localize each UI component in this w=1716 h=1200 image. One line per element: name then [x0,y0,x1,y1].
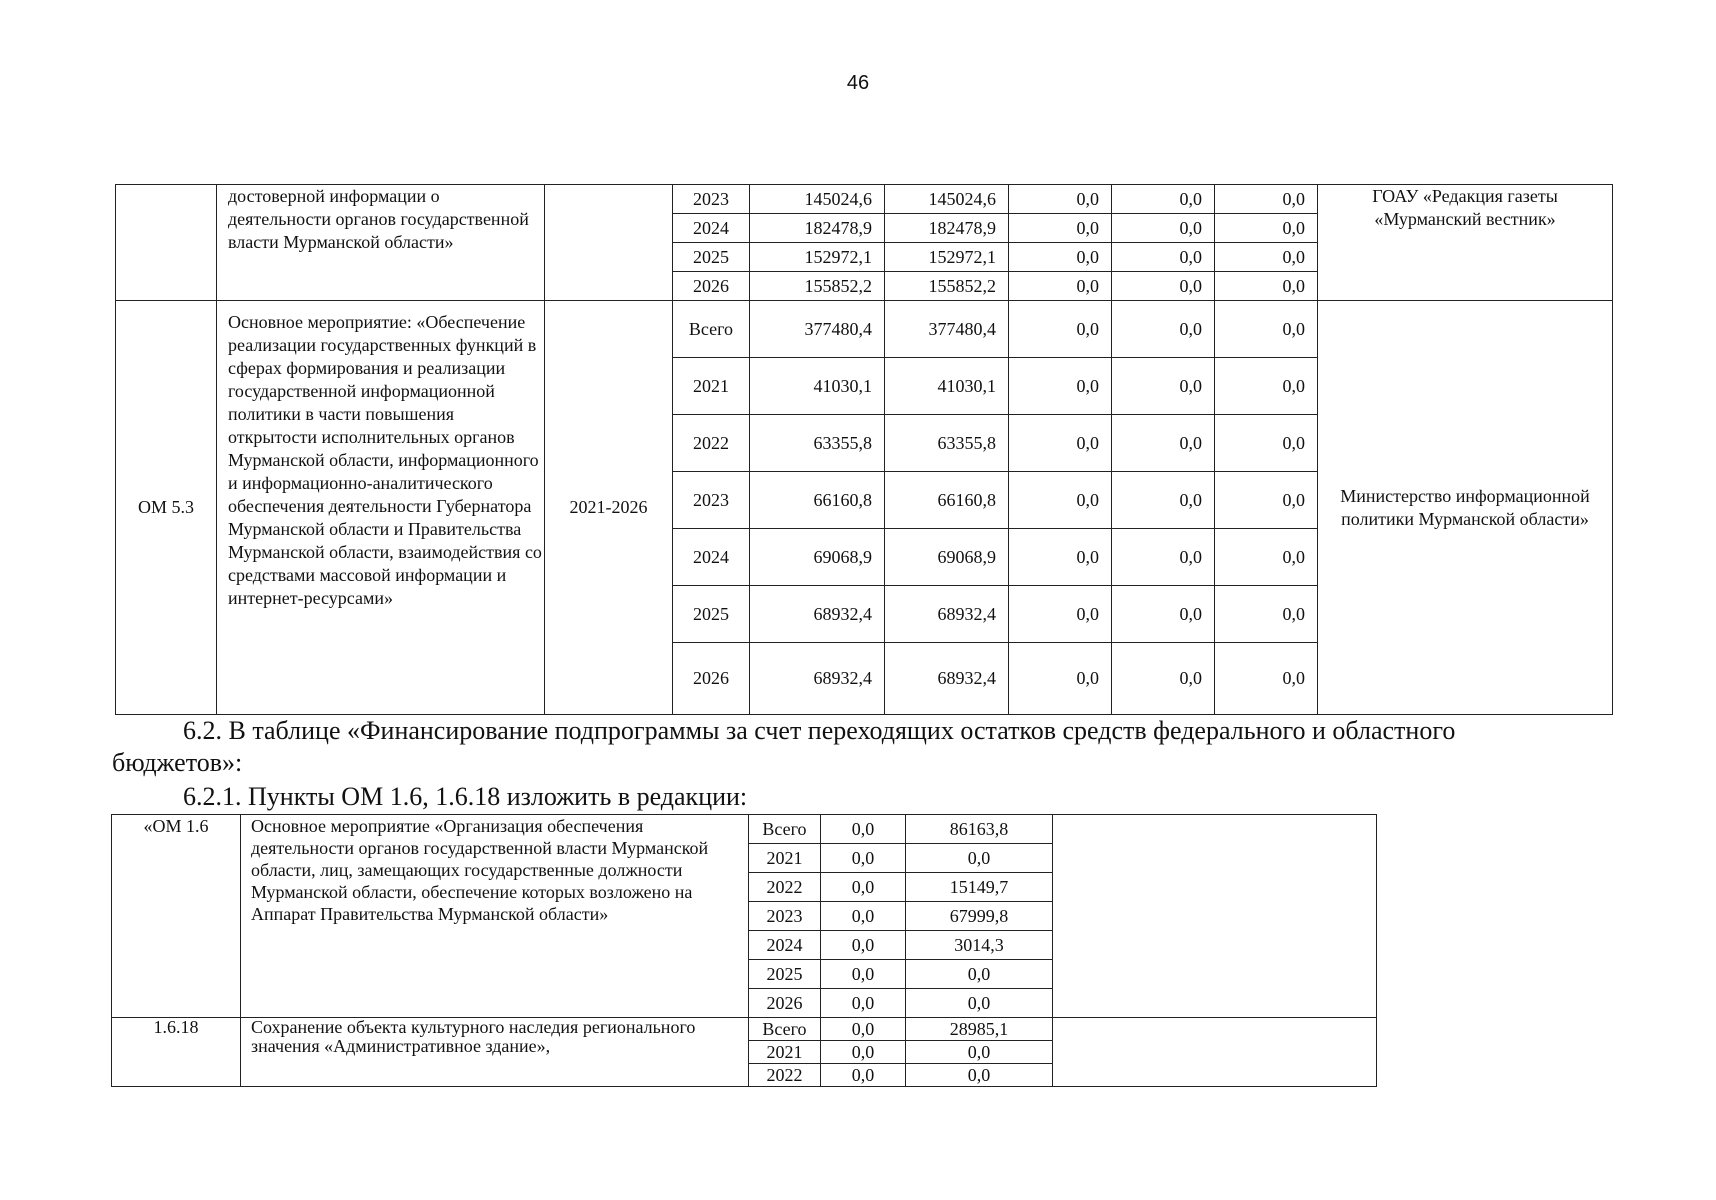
value-cell: 3014,3 [906,931,1053,960]
value-cell: 0,0 [1215,643,1318,715]
value-cell: 152972,1 [885,243,1009,272]
value-cell: 0,0 [1009,272,1112,301]
year-cell: 2024 [673,214,750,243]
period-cell [545,185,673,301]
description-cell: Основное мероприятие «Организация обеспечения деятельности органов государственной власти Мурманской области, лиц, замещающих государственные должности Мурманской области, обеспечение которых возложено на Аппарат Правительства Мурманской области» [241,815,749,1018]
year-cell: 2022 [749,873,821,902]
value-cell: 67999,8 [906,902,1053,931]
value-cell: 0,0 [1112,243,1215,272]
value-cell: 0,0 [1112,529,1215,586]
table-row [116,301,1613,358]
value-cell: 377480,4 [885,301,1009,358]
table-row [112,815,1377,844]
value-cell: 155852,2 [750,272,885,301]
value-cell: 0,0 [821,931,906,960]
value-cell: 0,0 [1112,272,1215,301]
value-cell: 63355,8 [750,415,885,472]
value-cell: 0,0 [906,844,1053,873]
value-cell: 63355,8 [885,415,1009,472]
financing-table [115,184,1613,715]
value-cell: 0,0 [1009,586,1112,643]
code-cell [116,185,217,301]
value-cell: 152972,1 [750,243,885,272]
executor-cell: ГОАУ «Редакция газеты «Мурманский вестник» [1318,185,1613,301]
year-cell: 2026 [673,643,750,715]
description-cell: достоверной информации о деятельности органов государственной власти Мурманской области» [217,185,545,301]
year-cell: 2022 [749,1064,821,1087]
description-cell: Основное мероприятие: «Обеспечение реализации государственных функций в сферах формирования и реализации государственной информационной политики в части повышения открытости исполнительных органов Мурманской области, информационного и информационно-аналитического обеспечения деятельности Губернатора Мурманской области и Правительства Мурманской области, взаимодействия со средствами массовой информации и интернет-ресурсами» [217,301,545,715]
year-cell: Всего [749,815,821,844]
value-cell: 68932,4 [750,643,885,715]
value-cell: 0,0 [1215,214,1318,243]
empty-cell [1053,1018,1377,1087]
value-cell: 0,0 [906,989,1053,1018]
value-cell: 0,0 [821,902,906,931]
code-cell: 1.6.18 [112,1018,241,1087]
value-cell: 28985,1 [906,1018,1053,1041]
value-cell: 0,0 [906,960,1053,989]
value-cell: 0,0 [1112,472,1215,529]
value-cell: 0,0 [1112,214,1215,243]
description-cell: Сохранение объекта культурного наследия регионального значения «Административное здание», [241,1018,749,1087]
value-cell: 69068,9 [750,529,885,586]
value-cell: 0,0 [821,1018,906,1041]
paragraph-6-2-continued: бюджетов»: [112,748,243,777]
value-cell: 0,0 [1009,214,1112,243]
year-cell: Всего [749,1018,821,1041]
value-cell: 69068,9 [885,529,1009,586]
value-cell: 0,0 [821,873,906,902]
value-cell: 182478,9 [750,214,885,243]
value-cell: 0,0 [821,815,906,844]
value-cell: 0,0 [1215,586,1318,643]
value-cell: 0,0 [1009,301,1112,358]
value-cell: 0,0 [1009,643,1112,715]
year-cell: 2026 [673,272,750,301]
year-cell: 2025 [673,586,750,643]
table-row [112,1018,1377,1041]
empty-cell [1053,815,1377,1018]
value-cell: 86163,8 [906,815,1053,844]
year-cell: 2021 [749,1041,821,1064]
year-cell: 2024 [673,529,750,586]
value-cell: 41030,1 [750,358,885,415]
year-cell: 2023 [749,902,821,931]
value-cell: 0,0 [1112,586,1215,643]
value-cell: 0,0 [1215,415,1318,472]
value-cell: 66160,8 [750,472,885,529]
value-cell: 0,0 [1009,472,1112,529]
value-cell: 0,0 [1009,185,1112,214]
value-cell: 0,0 [821,960,906,989]
table-row [116,185,1613,214]
value-cell: 0,0 [1112,358,1215,415]
value-cell: 66160,8 [885,472,1009,529]
year-cell: 2024 [749,931,821,960]
value-cell: 0,0 [1112,185,1215,214]
value-cell: 182478,9 [885,214,1009,243]
value-cell: 145024,6 [885,185,1009,214]
value-cell: 145024,6 [750,185,885,214]
value-cell: 0,0 [1009,415,1112,472]
value-cell: 0,0 [1215,529,1318,586]
year-cell: 2022 [673,415,750,472]
value-cell: 0,0 [821,1041,906,1064]
executor-cell: Министерство информационной политики Мурманской области» [1318,301,1613,715]
value-cell: 68932,4 [750,586,885,643]
value-cell: 0,0 [906,1041,1053,1064]
value-cell: 0,0 [821,1064,906,1087]
period-cell: 2021-2026 [545,301,673,715]
value-cell: 0,0 [1215,472,1318,529]
value-cell: 0,0 [821,989,906,1018]
year-cell: 2021 [673,358,750,415]
value-cell: 0,0 [1215,301,1318,358]
value-cell: 0,0 [1009,243,1112,272]
value-cell: 0,0 [1112,643,1215,715]
value-cell: 68932,4 [885,586,1009,643]
value-cell: 377480,4 [750,301,885,358]
value-cell: 0,0 [1009,529,1112,586]
year-cell: 2023 [673,472,750,529]
year-cell: 2025 [673,243,750,272]
code-cell: «ОМ 1.6 [112,815,241,1018]
page-number: 46 [846,72,870,94]
paragraph-6-2-1: 6.2.1. Пункты ОМ 1.6, 1.6.18 изложить в редакции: [183,782,748,811]
value-cell: 155852,2 [885,272,1009,301]
year-cell: 2023 [673,185,750,214]
value-cell: 0,0 [906,1064,1053,1087]
value-cell: 0,0 [1112,301,1215,358]
year-cell: 2021 [749,844,821,873]
year-cell: Всего [673,301,750,358]
value-cell: 0,0 [1215,243,1318,272]
value-cell: 0,0 [821,844,906,873]
value-cell: 0,0 [1215,185,1318,214]
value-cell: 0,0 [1215,358,1318,415]
value-cell: 0,0 [1009,358,1112,415]
value-cell: 0,0 [1112,415,1215,472]
year-cell: 2026 [749,989,821,1018]
code-cell: ОМ 5.3 [116,301,217,715]
amendment-table [111,814,1377,1087]
value-cell: 0,0 [1215,272,1318,301]
value-cell: 68932,4 [885,643,1009,715]
year-cell: 2025 [749,960,821,989]
paragraph-6-2: 6.2. В таблице «Финансирование подпрограммы за счет переходящих остатков средств федерального и областного [183,716,1456,745]
value-cell: 41030,1 [885,358,1009,415]
value-cell: 15149,7 [906,873,1053,902]
